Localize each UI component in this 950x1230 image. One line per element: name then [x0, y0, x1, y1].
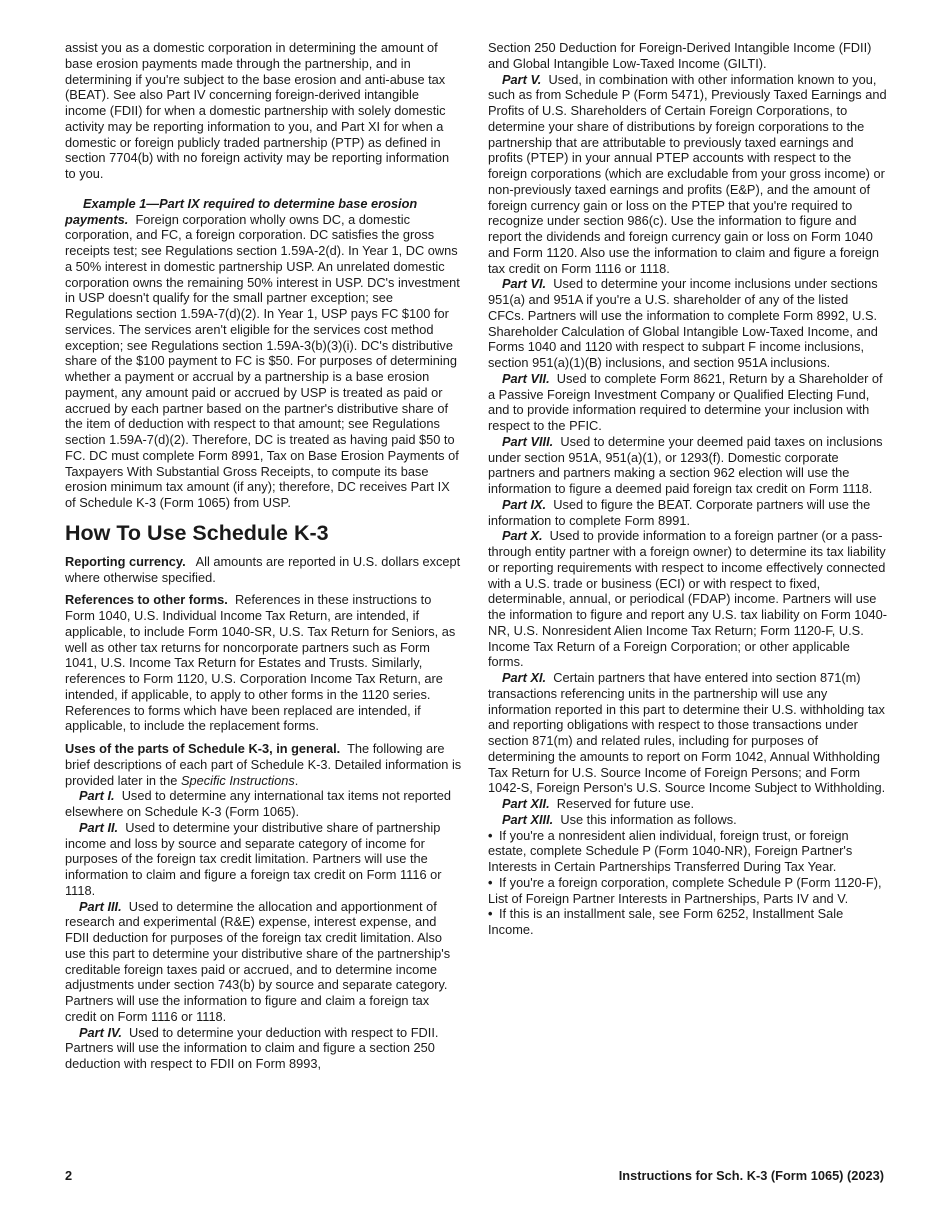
- part-label: Part XII.: [502, 796, 550, 811]
- part-text: Used, in combination with other information known to you, such as from Schedule P (Form 5471), Previously Taxed Earnings and Profits of U.S. Shareholders of Certain Foreign Corporations, to determine your share of distributions by foreign corporations to the partnership that are attributable to previously taxed earnings and profits (PTEP) in your annual PTEP accounts with respect to the foreign corporations (which are excludable from your gross income) or non-previously taxed earnings and profits (E&P), and the amount of foreign currency gain or loss on the PTEP that you're required to recognize under section 986(c). Use the information to figure and report the dividends and foreign currency gain or loss on Form 1040 and Form 1120. Also use the information to claim and figure a foreign tax credit on Form 1116 or 1118.: [488, 71, 887, 276]
- part-ix: [488, 497, 888, 529]
- part-text: Use this information as follows.: [560, 811, 737, 827]
- bullet-icon: •: [488, 906, 493, 922]
- bullet-item: • If this is an installment sale, see Form 6252, Installment Sale Income.: [488, 906, 844, 937]
- section-heading: How To Use Schedule K-3: [65, 520, 329, 545]
- part-label: Part III.: [79, 898, 122, 914]
- part-text: Reserved for future use.: [556, 796, 695, 811]
- reporting-currency-body: All amounts are reported in U.S. dollars except where otherwise specified.: [65, 553, 461, 585]
- part-i: [65, 788, 463, 820]
- part-xiii: [488, 812, 888, 828]
- part-ii: [65, 820, 463, 899]
- bullet-item: • If you're a foreign corporation, complete Schedule P (Form 1120-F), List of Foreign Partner Interests in Partnerships, Parts IV and V.: [488, 874, 882, 906]
- part-text: Used to determine your deduction with respect to FDII. Partners will use the information to claim and figure a section 250 deduction with respect to FDII on Form 8993,: [65, 1024, 439, 1071]
- part-x: [488, 528, 888, 670]
- left-column: [65, 40, 463, 1072]
- part-text: Used to determine your deemed paid taxes on inclusions under section 951A, 951(a)(1), or 1293(f). Domestic corporate partners and partners making a section 962 election will use the information to figure a deemed paid foreign tax credit on Form 1118.: [488, 433, 883, 496]
- bullet-item: • If you're a nonresident alien individual, foreign trust, or foreign estate, complete Schedule P (Form 1040-NR), Foreign Partner's Interests in Certain Partnerships Transferred During Tax Year.: [488, 827, 853, 874]
- references-body: References in these instructions to Form 1040, U.S. Individual Income Tax Return, are intended, if applicable, to include Form 1040-SR, U.S. Tax Return for Seniors, as well as other tax returns for noncorporate partners such as Form 1041, U.S. Income Tax Return for Estates and Trusts. Similarly, references to Form 1120, U.S. Corporation Income Tax Return, are intended, if applicable, to apply to other forms in the 1120 series. References to forms which have been replaced are intended, if applicable, to include the replacement forms.: [65, 592, 456, 734]
- uses-of-parts: [65, 741, 463, 788]
- bullet-icon: •: [488, 827, 493, 843]
- part-label: Part VII.: [502, 370, 550, 386]
- part-text: Used to determine any international tax items not reported elsewhere on Schedule K-3 (Form 1065).: [65, 788, 452, 819]
- example-1-body: Foreign corporation wholly owns DC, a domestic corporation, and FC, a foreign corporation. DC satisfies the gross receipts test; see Regulations section 1.59A-2(d). In Year 1, DC owns a 50% interest in domestic partnership USP. An unrelated domestic corporation owns the remaining 50% interest in USP. DC's investment in USP doesn't qualify for the small partner exception; see Regulations section 1.59A-7(d)(2). In Year 1, USP pays FC $100 for services. The services aren't eligible for the services cost method exception; see Regulations section 1.59A-3(b)(3)(i). DC's distributive share of the $100 payment to FC is $50. For purposes of determining whether a payment or accrual by a partnership is a base erosion payment, any amount paid or accrued by USP is treated as paid or accrued by each partner based on the partner's distributive share of the item of deduction with respect to that amount; see Regulations section 1.59A-7(d)(2). Therefore, DC is treated as having paid $50 to FC. DC must complete Form 8991, Tax on Base Erosion Payments of Taxpayers With Substantial Gross Receipts, to compute its base erosion minimum tax amount (if any); therefore, DC receives Part IX of Schedule K-3 (Form 1065) from USP.: [65, 211, 460, 510]
- part-label: Part VIII.: [502, 433, 554, 449]
- uses-body: The following are brief descriptions of each part of Schedule K-3. Detailed information is provided later in the: [65, 741, 462, 788]
- bullet-icon: •: [488, 874, 493, 890]
- part-label: Part IX.: [502, 496, 547, 512]
- part-text: Used to figure the BEAT. Corporate partners will use the information to complete Form 8991.: [488, 496, 871, 528]
- references-label: References to other forms.: [65, 592, 228, 608]
- part-iv: [65, 1025, 463, 1072]
- part-xi: [488, 670, 888, 796]
- part-viii: [488, 434, 888, 497]
- part-label: Part VI.: [502, 276, 547, 292]
- continued-paragraph: Section 250 Deduction for Foreign-Derived Intangible Income (FDII) and Global Intangible Low-Taxed Income (GILTI).: [488, 40, 872, 71]
- example-1-title: Example 1—Part IX required to determine base erosion payments.: [65, 195, 418, 227]
- uses-label: Uses of the parts of Schedule K-3, in general.: [65, 741, 341, 756]
- part-v: [488, 72, 888, 277]
- uses-italic: Specific Instructions: [180, 772, 295, 788]
- part-text: Used to determine the allocation and apportionment of research and experimental (R&E) expense, interest expense, and FDII deduction for purposes of the foreign tax credit limitation. Also use this part to determine your distributive share of the partnership's creditable foreign taxes paid or accrued, and to determine income adjustments under section 743(b) by source and separate category. Partners will use the information to figure and claim a foreign tax credit on Form 1116 or 1118.: [65, 898, 451, 1024]
- part-label: Part V.: [502, 71, 542, 87]
- right-column: [488, 40, 888, 938]
- part-label: Part XIII.: [502, 811, 554, 827]
- intro-paragraph: assist you as a domestic corporation in determining the amount of base erosion payments made through the partnership, and in determining if you're subject to the base erosion and anti-abuse tax (BEAT). See also Part IV concerning foreign-derived intangible income (FDII) for when a domestic partnership with solely domestic activity may be reporting information to you, and Part XI for when a domestic or foreign publicly traded partnership (PTP) as defined in section 7704(b) with no foreign activity may be reporting information to you.: [65, 40, 450, 181]
- part-text: Certain partners that have entered into section 871(m) transactions referencing units in the partnership will use any information reported in this part to determine their U.S. withholding tax and reporting obligations with respect to those transactions under section 871(m) and related rules, including for purposes of determining the amounts to report on Form 1042, Annual Withholding Tax Return for U.S. Source Income of Foreign Persons; and Form 1042-S, Foreign Person's U.S. Source Income Subject to Withholding.: [488, 670, 886, 796]
- part-label: Part X.: [502, 528, 543, 544]
- part-text: Used to determine your distributive share of partnership income and loss by source and separate category of income for purposes of the foreign tax credit limitation. Partners will use the information to claim and figure a foreign tax credit on Form 1116 or 1118.: [65, 819, 442, 898]
- uses-end: .: [294, 772, 299, 788]
- part-label: Part IV.: [79, 1024, 122, 1040]
- part-xii: [488, 796, 888, 812]
- reporting-currency-label: Reporting currency.: [65, 553, 186, 569]
- footer-title: Instructions for Sch. K-3 (Form 1065) (2023): [618, 1168, 884, 1183]
- part-iii: [65, 899, 463, 1025]
- example-1: [65, 196, 463, 511]
- part-text: Used to complete Form 8621, Return by a Shareholder of a Passive Foreign Investment Company or Qualified Electing Fund, and to provide information required to determine your inclusion with respect to the PFIC.: [488, 370, 883, 433]
- part-label: Part XI.: [502, 670, 547, 685]
- reporting-currency: [65, 554, 463, 586]
- references-to-other-forms: [65, 592, 463, 734]
- part-vi: [488, 276, 888, 371]
- part-label: Part II.: [79, 819, 119, 835]
- part-vii: [488, 371, 888, 434]
- part-label: Part I.: [79, 788, 115, 804]
- page-number: 2: [65, 1168, 73, 1183]
- part-text: Used to provide information to a foreign partner (or a pass-through entity partner with a foreign owner) to determine its tax liability or reporting requirements with respect to income effectively connected with a U.S. trade or business (ECI) or with respect to fixed, determinable, annual, or periodical (FDAP) income. Partners will use the information to figure and report any U.S. tax liability on Form 1040-NR, U.S. Nonresident Alien Income Tax Return; Form 1120-F, U.S. Income Tax Return of a Foreign Corporation; or other applicable forms.: [488, 528, 888, 670]
- part-text: Used to determine your income inclusions under sections 951(a) and 951A if you're a U.S. shareholder of any of the listed CFCs. Partners will use the information to complete Form 8992, U.S. Shareholder Calculation of Global Intangible Low-Taxed Income, and Forms 1040 and 1120 with respect to subpart F income inclusions, section 951(a)(1)(B) inclusions, and section 951A inclusions.: [488, 276, 878, 370]
